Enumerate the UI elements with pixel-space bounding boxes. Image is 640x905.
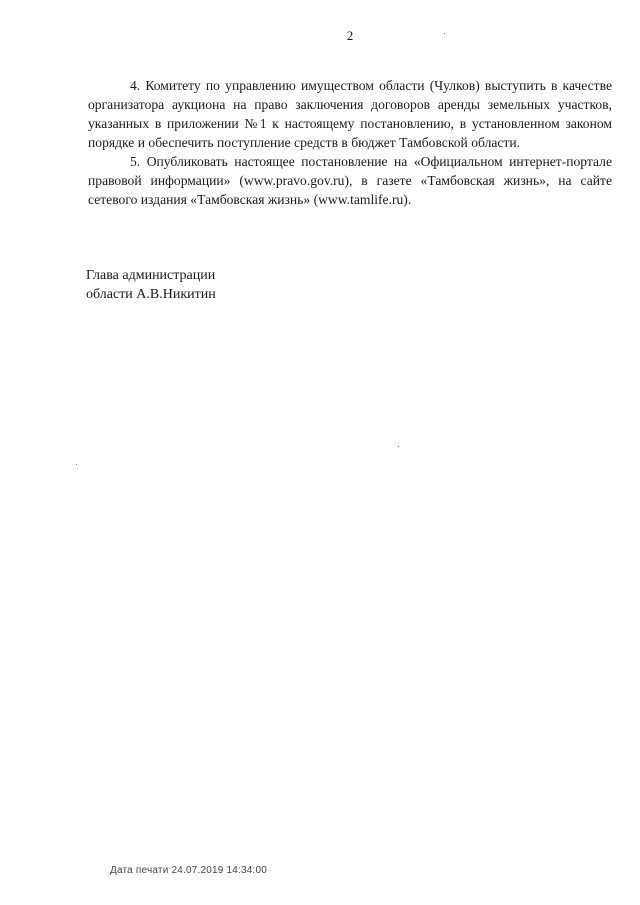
scan-speck (444, 33, 445, 34)
signature-block (86, 266, 216, 304)
scan-speck (76, 464, 77, 465)
paragraph-5: 5. Опубликовать настоящее постановление на «Официальном интернет-портале правовой информации» (www.pravo.gov.ru), в газете «Тамбовская жизнь», на сайте сетевого издания «Тамбовская жизнь» (www.tamlife.ru). (88, 154, 612, 207)
page-number: 2 (346, 28, 354, 43)
signature-title: Глава администрации (86, 268, 216, 283)
print-date: Дата печати 24.07.2019 14:34:00 (110, 865, 268, 876)
scan-speck (398, 446, 399, 447)
document-body (88, 76, 612, 209)
paragraph-4: 4. Комитету по управлению имуществом области (Чулков) выступить в качестве организатора аукциона на право заключения договоров аренды земельных участков, указанных в приложении №1 к настоящему постановлению, в установленном законом порядке и обеспечить поступление средств в бюджет Тамбовской области. (88, 78, 612, 150)
signature-name: области А.В.Никитин (86, 287, 216, 302)
